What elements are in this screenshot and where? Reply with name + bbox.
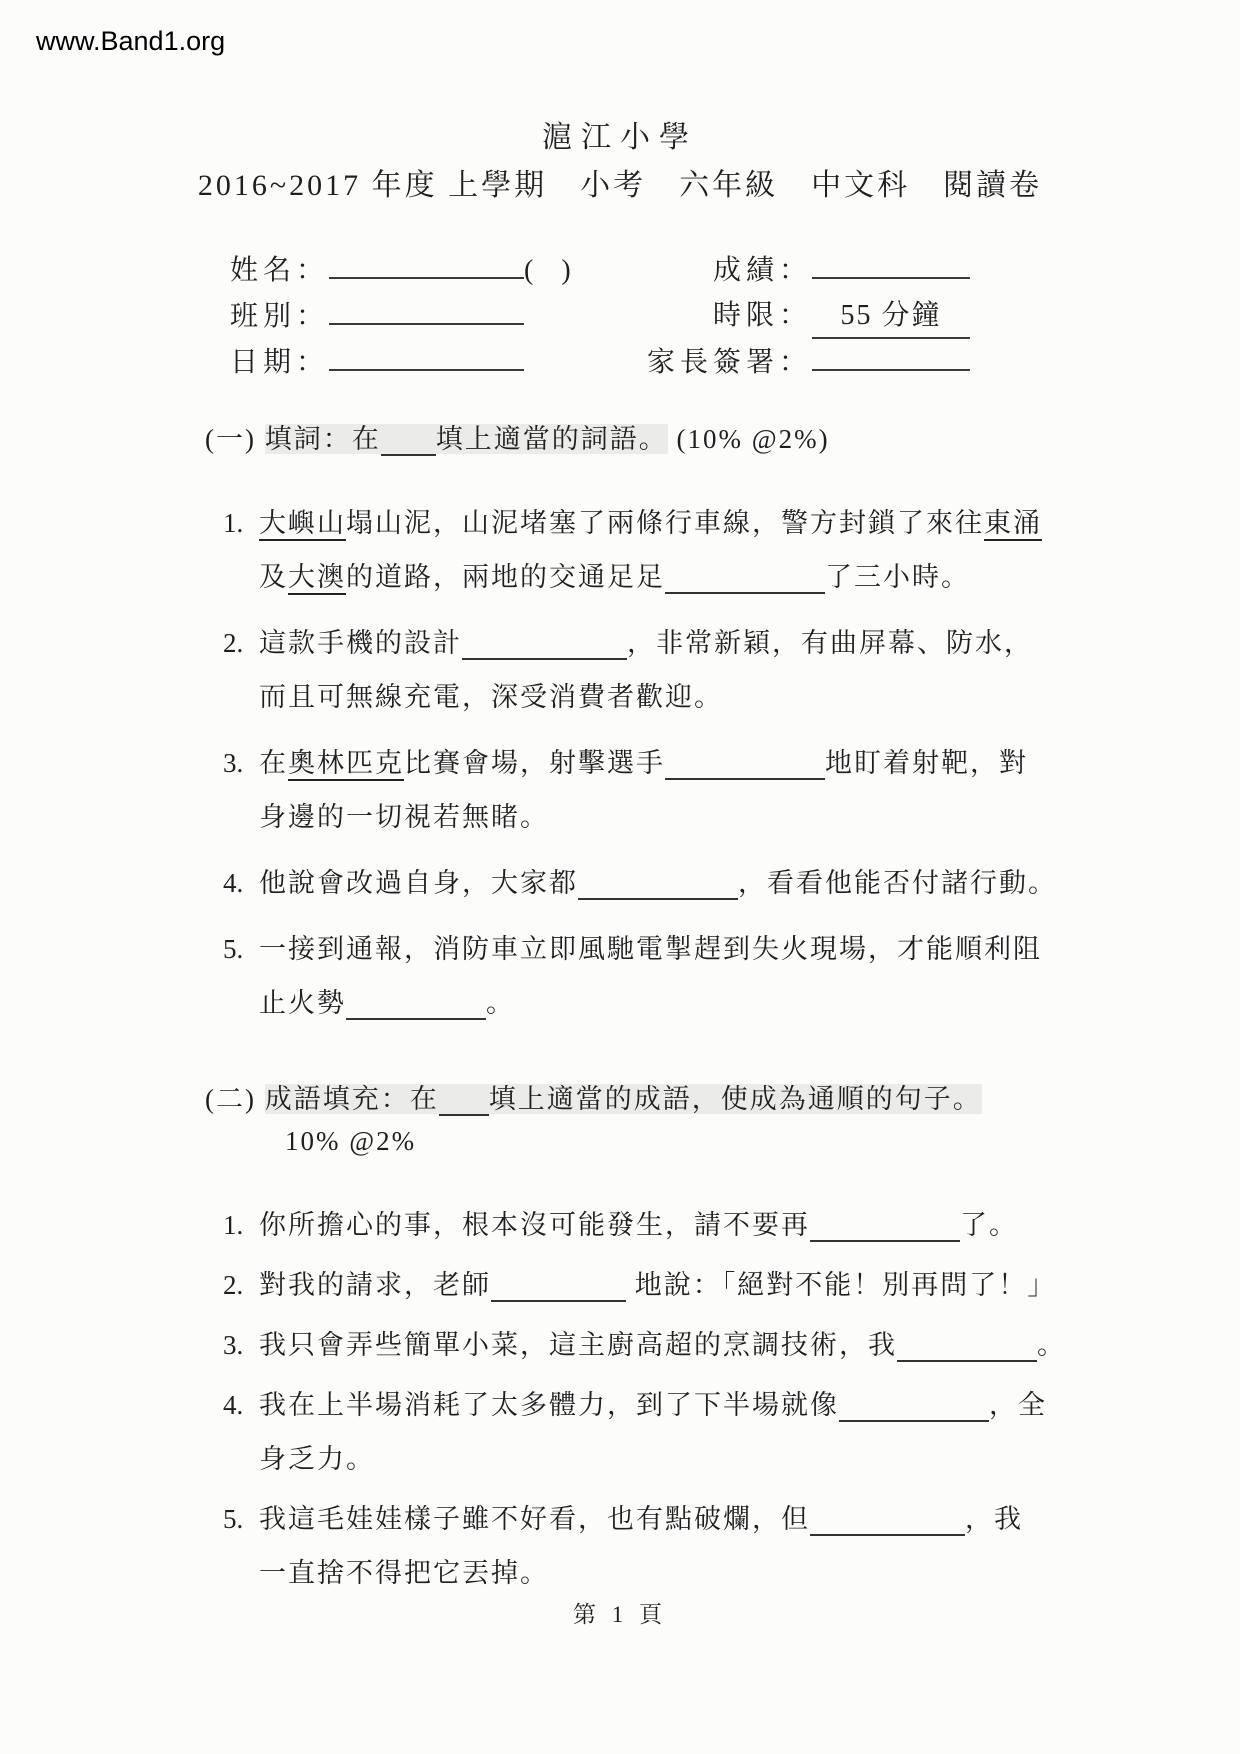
text-run: 這款手機的設計	[259, 628, 462, 658]
question-number: 4.	[223, 1390, 244, 1420]
parent-sign-row	[620, 339, 970, 380]
text-run: 了三小時。	[825, 562, 970, 592]
time-limit-label: 時限：	[712, 300, 812, 331]
question-line	[259, 976, 1125, 1030]
fill-in-blank[interactable]	[346, 988, 486, 1020]
question-line	[259, 1492, 1125, 1546]
exam-title-line: 2016~2017 年度 上學期 小考 六年級 中文科 閱讀卷	[197, 169, 1043, 202]
text-run: 身乏力。	[259, 1444, 375, 1474]
fill-in-blank[interactable]	[810, 1210, 960, 1242]
section-1	[205, 418, 1125, 1030]
text-run: 填上適當的詞語。	[435, 424, 668, 454]
text-run: 我只會弄些簡單小菜，這主廚高超的烹調技術，我	[259, 1330, 897, 1360]
text-run: 一接到通報，消防車立即風馳電掣趕到失火現場，才能順利阻	[259, 934, 1042, 964]
text-run: 止火勢	[259, 988, 346, 1018]
score-row	[620, 247, 970, 288]
text-run: 成語填充：在	[264, 1084, 439, 1114]
text-run: ，我	[965, 1504, 1023, 1534]
text-run: ，看看他能否付諸行動。	[738, 868, 1057, 898]
fill-in-blank[interactable]	[810, 1504, 965, 1536]
question-number: 2.	[223, 1270, 244, 1300]
question	[205, 922, 1125, 1030]
date-label: 日期：	[230, 347, 330, 378]
question-line	[259, 1546, 1125, 1600]
question-line	[259, 1432, 1125, 1486]
question-line	[259, 1198, 1125, 1252]
text-run: 10% @2%	[285, 1126, 417, 1156]
fill-in-blank[interactable]	[381, 424, 436, 456]
watermark-url: www.Band1.org	[36, 26, 226, 56]
text-run: 填上適當的成語，使成為通順的句子。	[488, 1084, 982, 1114]
section-2	[205, 1078, 1125, 1600]
text-run: 一直捨不得把它丟掉。	[259, 1558, 549, 1588]
text-run: (二)	[205, 1084, 265, 1114]
question	[205, 1492, 1125, 1600]
section-heading-line	[205, 1078, 1125, 1120]
text-run: (一)	[205, 424, 265, 454]
question-line	[259, 790, 1125, 844]
text-run: 的道路，兩地的交通足足	[346, 562, 665, 592]
text-run: 。	[1037, 1330, 1066, 1360]
fill-in-blank[interactable]	[665, 562, 825, 594]
question-number: 1.	[223, 508, 244, 538]
question-line	[259, 1318, 1125, 1372]
fill-in-blank[interactable]	[462, 628, 627, 660]
text-run: 在	[259, 748, 288, 778]
text-run: 地盯着射靶，對	[825, 748, 1028, 778]
question-number: 3.	[223, 1330, 244, 1360]
name-paren: ( )	[524, 255, 571, 286]
question	[205, 1258, 1125, 1312]
date-row	[230, 339, 524, 380]
time-row	[620, 293, 970, 339]
question-line	[259, 670, 1125, 724]
question	[205, 496, 1125, 604]
question	[205, 736, 1125, 844]
question	[205, 1378, 1125, 1486]
underlined-term: 東涌	[984, 508, 1042, 541]
text-run: 。	[486, 988, 515, 1018]
text-run: (10% @2%)	[667, 424, 830, 454]
question-number: 3.	[223, 748, 244, 778]
question-line	[259, 616, 1125, 670]
underlined-term: 奧林匹克	[288, 748, 404, 781]
score-field-line[interactable]	[812, 247, 970, 279]
text-run: 塌山泥，山泥堵塞了兩條行車線，警方封鎖了來往	[346, 508, 984, 538]
question-line	[259, 922, 1125, 976]
text-run: 地說：「絕對不能！別再問了！」	[626, 1270, 1057, 1300]
question	[205, 1318, 1125, 1372]
fill-in-blank[interactable]	[439, 1084, 489, 1116]
question-number: 2.	[223, 628, 244, 658]
underlined-term: 大嶼山	[259, 508, 346, 541]
fill-in-blank[interactable]	[665, 748, 825, 780]
section-heading-line	[205, 1120, 1125, 1162]
class-label: 班別：	[230, 301, 330, 332]
question-number: 4.	[223, 868, 244, 898]
date-field-line[interactable]	[329, 339, 524, 371]
name-row	[230, 247, 571, 288]
name-field-line[interactable]	[329, 247, 524, 279]
parent-sign-field-line[interactable]	[812, 339, 970, 371]
text-run: 你所擔心的事，根本沒可能發生，請不要再	[259, 1210, 810, 1240]
text-run: ，全	[989, 1390, 1047, 1420]
question-number: 5.	[223, 934, 244, 964]
class-field-line[interactable]	[329, 293, 524, 325]
fill-in-blank[interactable]	[897, 1330, 1037, 1362]
text-run: 填詞：在	[264, 424, 381, 454]
text-run: 了。	[960, 1210, 1018, 1240]
parent-sign-label: 家長簽署：	[646, 347, 812, 378]
fill-in-blank[interactable]	[491, 1270, 626, 1302]
question-line	[259, 1258, 1125, 1312]
text-run: 他說會改過自身，大家都	[259, 868, 578, 898]
question	[205, 616, 1125, 724]
underlined-term: 大澳	[288, 562, 346, 595]
question-line	[259, 1378, 1125, 1432]
text-run: 而且可無線充電，深受消費者歡迎。	[259, 682, 723, 712]
score-label: 成績：	[712, 255, 812, 286]
question	[205, 1198, 1125, 1252]
question-number: 1.	[223, 1210, 244, 1240]
question-line	[259, 496, 1125, 550]
text-run: 身邊的一切視若無睹。	[259, 802, 549, 832]
text-run: 我這毛娃娃樣子雖不好看，也有點破爛，但	[259, 1504, 810, 1534]
section-heading	[205, 418, 1125, 460]
section-heading	[205, 1078, 1125, 1162]
name-label: 姓名：	[230, 255, 330, 286]
class-row	[230, 293, 524, 334]
text-run: 對我的請求，老師	[259, 1270, 491, 1300]
text-run: 及	[259, 562, 288, 592]
time-limit-value: 55 分鐘	[812, 293, 970, 339]
text-run: 比賽會場，射擊選手	[404, 748, 665, 778]
question-line	[259, 550, 1125, 604]
fill-in-blank[interactable]	[839, 1390, 989, 1422]
question-number: 5.	[223, 1504, 244, 1534]
section-heading-line	[205, 418, 1125, 460]
question	[205, 856, 1125, 910]
text-run: 我在上半場消耗了太多體力，到了下半場就像	[259, 1390, 839, 1420]
school-name: 滬江小學	[542, 121, 698, 154]
fill-in-blank[interactable]	[578, 868, 738, 900]
question-line	[259, 856, 1125, 910]
question-line	[259, 736, 1125, 790]
page-number-footer: 第 1 頁	[573, 1602, 667, 1627]
text-run: ，非常新穎，有曲屏幕、防水，	[627, 628, 1033, 658]
